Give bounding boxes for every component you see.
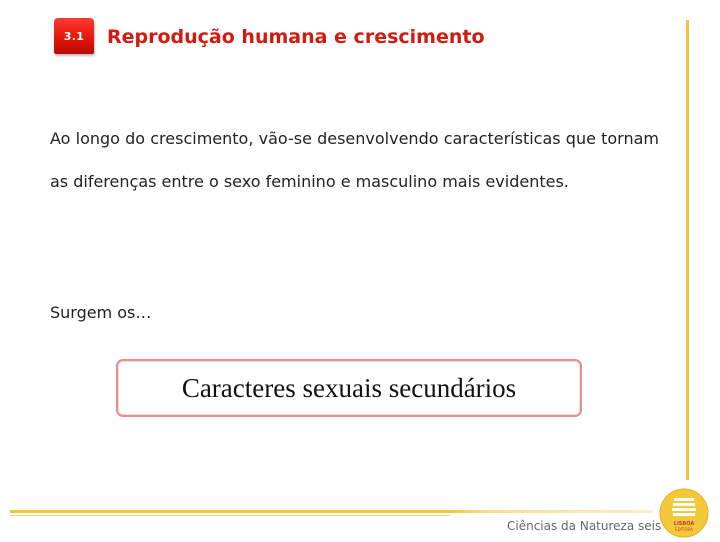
footer-book-title: Ciências da Natureza seis [507, 519, 662, 533]
vertical-divider [686, 20, 689, 480]
section-number-badge [54, 18, 94, 54]
lead-in-text: Surgem os… [50, 303, 152, 322]
footer-divider-thin [10, 515, 450, 516]
svg-text:EDITORA: EDITORA [675, 527, 693, 532]
slide-title: Reprodução humana e crescimento [107, 26, 485, 48]
section-number: 3.1 [63, 29, 85, 43]
svg-text:LISBOA: LISBOA [673, 521, 695, 527]
footer-divider [10, 510, 653, 513]
highlight-text: Caracteres sexuais secundários [181, 372, 517, 403]
publisher-logo [659, 488, 709, 538]
body-paragraph: Ao longo do crescimento, vão-se desenvolvendo características que tornam as diferenças entre o sexo feminino e masculino mais evidentes. [50, 129, 659, 191]
book-stack-icon [659, 488, 709, 538]
highlight-box [116, 359, 582, 417]
